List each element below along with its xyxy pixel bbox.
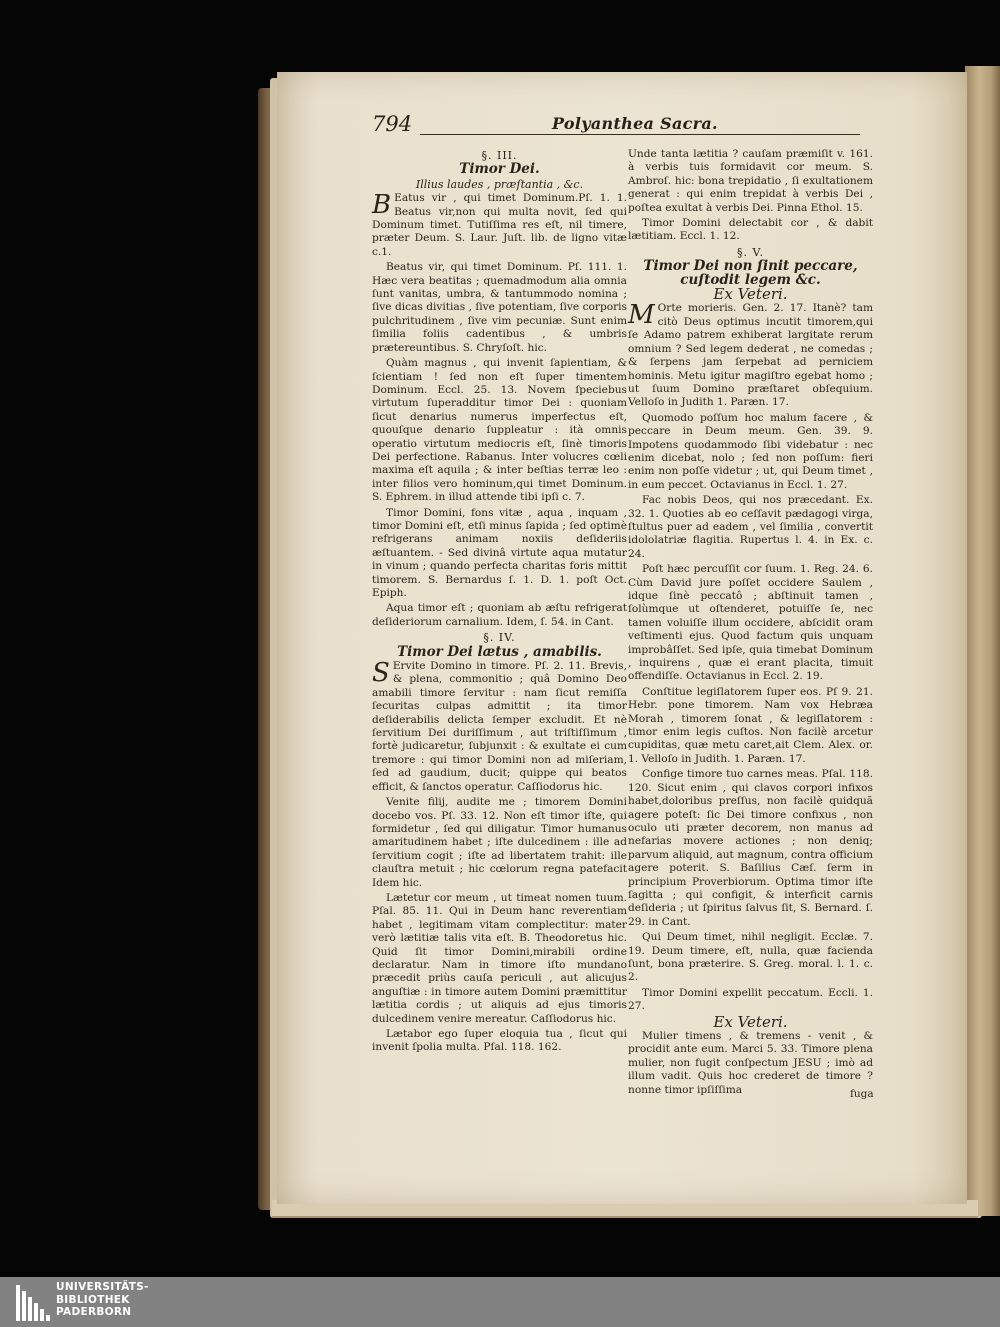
- library-name: [56, 1281, 149, 1319]
- paragraph: M Orte morieris. Gen. 2. 17. Itanè? tam citò Deus optimus incutit timorem,qui ſe Adamo patrem exhiberat largitate rerum omnium ? Sed legem dederat , ne comedas ; & ſerpens jam ſerpebat ad perniciem hominis. Metu igitur magiſtro egebat homo ; ut ſuum Domino præſtaret obſequium. Velloſo in Judith 1. Paræn. 17.: [628, 300, 873, 409]
- library-name-line: PADERBORN: [56, 1306, 132, 1318]
- section-number: §. V.: [736, 245, 764, 259]
- header-rule: [420, 134, 860, 135]
- library-logo-icon: [16, 1285, 52, 1321]
- paragraph: Beatus vir, qui timet Dominum. Pſ. 111. 1. Hæc vera beatitas ; quemadmodum alia omnia ſunt vanitas, umbra, & tantummodo nomina ; ſive dicas divitias , ſive potentiam, ſive corporis pulchritudinem , ſive vim pecuniæ. Sunt enim ſimilia foliis cadentibus , & umbris prætereuntibus. S. Chryſoſt. hic.: [372, 261, 627, 354]
- library-name-line: BIBLIOTHEK: [56, 1293, 130, 1306]
- section-subheading: Illius laudes , præſtantia , &c.: [415, 177, 584, 191]
- running-title: Polyanthea Sacra.: [552, 114, 718, 133]
- paragraph: Lætabor ego ſuper eloquia tua , ſicut qui invenit ſpolia multa. Pſal. 118. 162.: [372, 1028, 627, 1054]
- paragraph: S Ervite Domino in timore. Pſ. 2. 11. Brevis, & plena, commonitio ; quâ Domino Deo amabili timore ſervitur : nam ſicut remiſſa ſecuritas culpas admittit ; ita timor deſiderabilis delicta ſemper excludit. Et nè ſervitium Dei duriſſimum , aut triſtiſſimum , fortè judicaretur, ſubjunxit : & exultate ei cum tremore : qui timor Domini non ad miſeriam, ſed ad gaudium, ducit; quippe qui beatos efficit, & ſanctos operatur. Caſſiodorus hic.: [372, 658, 627, 793]
- paragraph: Timor Domini, fons vitæ , aqua , inquam , timor Domini eſt, etſi minus ſapida ; ſed optimè refrigerans animam noxiis deſideriis æſtuantem. - Sed divinâ virtute aqua mutatur in vinum ; quando perfecta charitas foris mittit timorem. S. Bernardus ſ. 1. D. 1. poſt Oct. Epiph.: [372, 506, 627, 599]
- paragraph: Lætetur cor meum , ut timeat nomen tuum. Pſal. 85. 11. Qui in Deum hanc reverentiam habet , legitimam vitam complectitur: mater verò lætitiæ talis vita eſt. B. Theodoretus hic. Quid ſit timor Domini,mirabili ordine declaratur. Nam in timore iſto mundano præcedit priùs cauſa periculi , aut alicujus anguſtiæ : in timore autem Domini præmittitur lætitia cordis ; ut aliquis ad ejus timoris dulcedinem venire mereatur. Caſſiodorus hic.: [372, 891, 627, 1025]
- paragraph: Aqua timor eſt ; quoniam ab æſtu refrigerat deſideriorum carnalium. Idem, ſ. 54. in Cant.: [372, 602, 627, 628]
- paragraph: Venite filij, audite me ; timorem Domini docebo vos. Pſ. 33. 12. Non eſt timor iſte, qui formidetur , ſed qui diligatur. Timor humanus amaritudinem habet ; iſte dulcedinem : ille ad ſervitium cogit ; iſte ad libertatem trahit: ille clauſtra metuit ; hic cœlorum regna patefacit Idem hic.: [372, 796, 627, 889]
- section-heading: Timor Dei.: [459, 161, 540, 178]
- paragraph: Quomodo poſſum hoc malum facere , & peccare in Deum meum. Gen. 39. 9. Impotens quodammodo ſibi videbatur : nec enim dicebat, nolo ; ſed non poſſum: fieri enim non poſſe videtur ; ut, qui Deum timet , in eum peccet. Octavianus in Eccl. 1. 27.: [628, 411, 873, 491]
- paragraph: Qui Deum timet, nihil negligit. Ecclæ. 7. 19. Deum timere, eſt, nulla, quæ facienda ſunt, bona præterire. S. Greg. moral. l. 1. c. 2.: [628, 931, 873, 984]
- paragraph: Poſt hæc percuſſit cor ſuum. 1. Reg. 24. 6. Cùm David jure poſſet occidere Saulem , idque ſinè peccatô ; abſtinuit tamen , ſolùmque ut oſtenderet, potuiſſe ſe, nec tamen voluiſſe illum occidere, abſcidit oram veſtimenti ejus. Quod factum quis unquam improbâſſet. Sed ipſe, quia timebat Dominum , inquirens , quæ ei erant placita, timuit offendiſſe. Octavianus in Eccl. 2. 19.: [628, 563, 873, 683]
- paragraph: Conſtitue legiſlatorem ſuper eos. Pſ 9. 21. Hebr. pone timorem. Nam vox Hebræa Morah , timorem ſonat , & legiſlatorem : timor enim legis cuſtos. Non facilè arcetur cupiditas, quæ metu caret,ait Clem. Alex. or. 1. Velloſo in Judith. 1. Paræn. 17.: [628, 685, 873, 765]
- section-number: §. III.: [481, 149, 518, 162]
- paragraph: Unde tanta lætitia ? cauſam præmiſit v. 161. à verbis tuis formidavit cor meum. S. Ambroſ. hic: bona trepidatio , ſi exultationem generat : qui enim trepidat à verbis Dei , poſtea exultat à verbis Dei. Pinna Ethol. 15.: [628, 148, 873, 214]
- drop-cap: B: [372, 190, 392, 221]
- section-heading: Timor Dei lætus , amabilis.: [397, 643, 602, 660]
- paragraph: Quàm magnus , qui invenit ſapientiam, & ſcientiam ! ſed non eſt ſuper timentem Dominum. Eccl. 25. 13. Novem ſpeciebus virtutum ſuperadditur timor Dei : quoniam ſicut denarius numerus imperfectus eſt, quouſque denario ſuppleatur : ità omnis operatio virtutum mediocris eſt, ſinè timoris Dei perfectione. Rabanus. Inter volucres cœli maxima eſt aquila ; & inter beſtias terræ leo : inter filios vero hominum,qui timet Dominum. S. Ephrem. in illud attende tibi ipſi c. 7.: [372, 357, 627, 504]
- paragraph: Fac nobis Deos, qui nos præcedant. Ex. 32. 1. Quoties ab eo ceſſavit pædagogi virga, ſtultus puer ad eadem , vel ſimilia , convertit idololatriæ flagitia. Rupertus l. 4. in Ex. c. 24.: [628, 494, 873, 560]
- paragraph: Timor Domini expellit peccatum. Eccli. 1. 27.: [628, 986, 873, 1013]
- subsection-heading: Ex Veteri.: [713, 285, 788, 304]
- section-heading: Timor Dei non ſinit peccare, cuſtodit legem &c.: [643, 258, 858, 288]
- page-number: 794: [372, 112, 413, 136]
- subsection-heading: Ex Veteri.: [713, 1012, 788, 1031]
- section-number: §. IV.: [483, 631, 516, 645]
- paragraph: Confige timore tuo carnes meas. Pſal. 118. 120. Sicut enim , qui clavos corpori infixos habet,doloribus preſſus, non facilè quidquã agere poteſt: ſic Dei timore confixus , non oculo uti præter decorem, non manus ad nefarias movere actiones ; non deniq; parvum aliquid, aut magnum, contra officium agere poterit. S. Baſilius Cæſ. ſerm in principium Proverbiorum. Optima timor iſte ſagitta ; qui configit, & interficit carnis deſideria ; ut ſpiritus ſalvus ſit, S. Bernard. ſ. 29. in Cant.: [628, 768, 873, 928]
- paragraph: Timor Domini delectabit cor , & dabit lætitiam. Eccl. 1. 12.: [628, 217, 873, 243]
- drop-cap: M: [628, 300, 655, 331]
- right-column: [628, 148, 873, 1099]
- library-name-line: UNIVERSITÄTS-: [56, 1281, 149, 1293]
- page-header: [372, 112, 862, 142]
- facing-page-edge: [965, 66, 1000, 1216]
- paragraph: Mulier timens , & tremens - venit , & procidit ante eum. Marci 5. 33. Timore plena mulier, non fugit conſpectum JESU ; imò ad illum vadit. Quis hoc crederet de timore ? nonne timor ipſiſſima: [628, 1030, 873, 1096]
- left-column: [372, 148, 627, 1057]
- drop-cap: S: [372, 658, 390, 689]
- paragraph: B Eatus vir , qui timet Dominum.Pſ. 1. 1. Beatus vir,non qui multa novit, ſed qui Dominum timet. Tutiſſima res eſt, nil timere, præter Deum. S. Laur. Juſt. lib. de ligno vitæ c.1.: [372, 190, 627, 258]
- catchword: fuga: [850, 1088, 874, 1100]
- library-footer: [0, 1277, 1000, 1327]
